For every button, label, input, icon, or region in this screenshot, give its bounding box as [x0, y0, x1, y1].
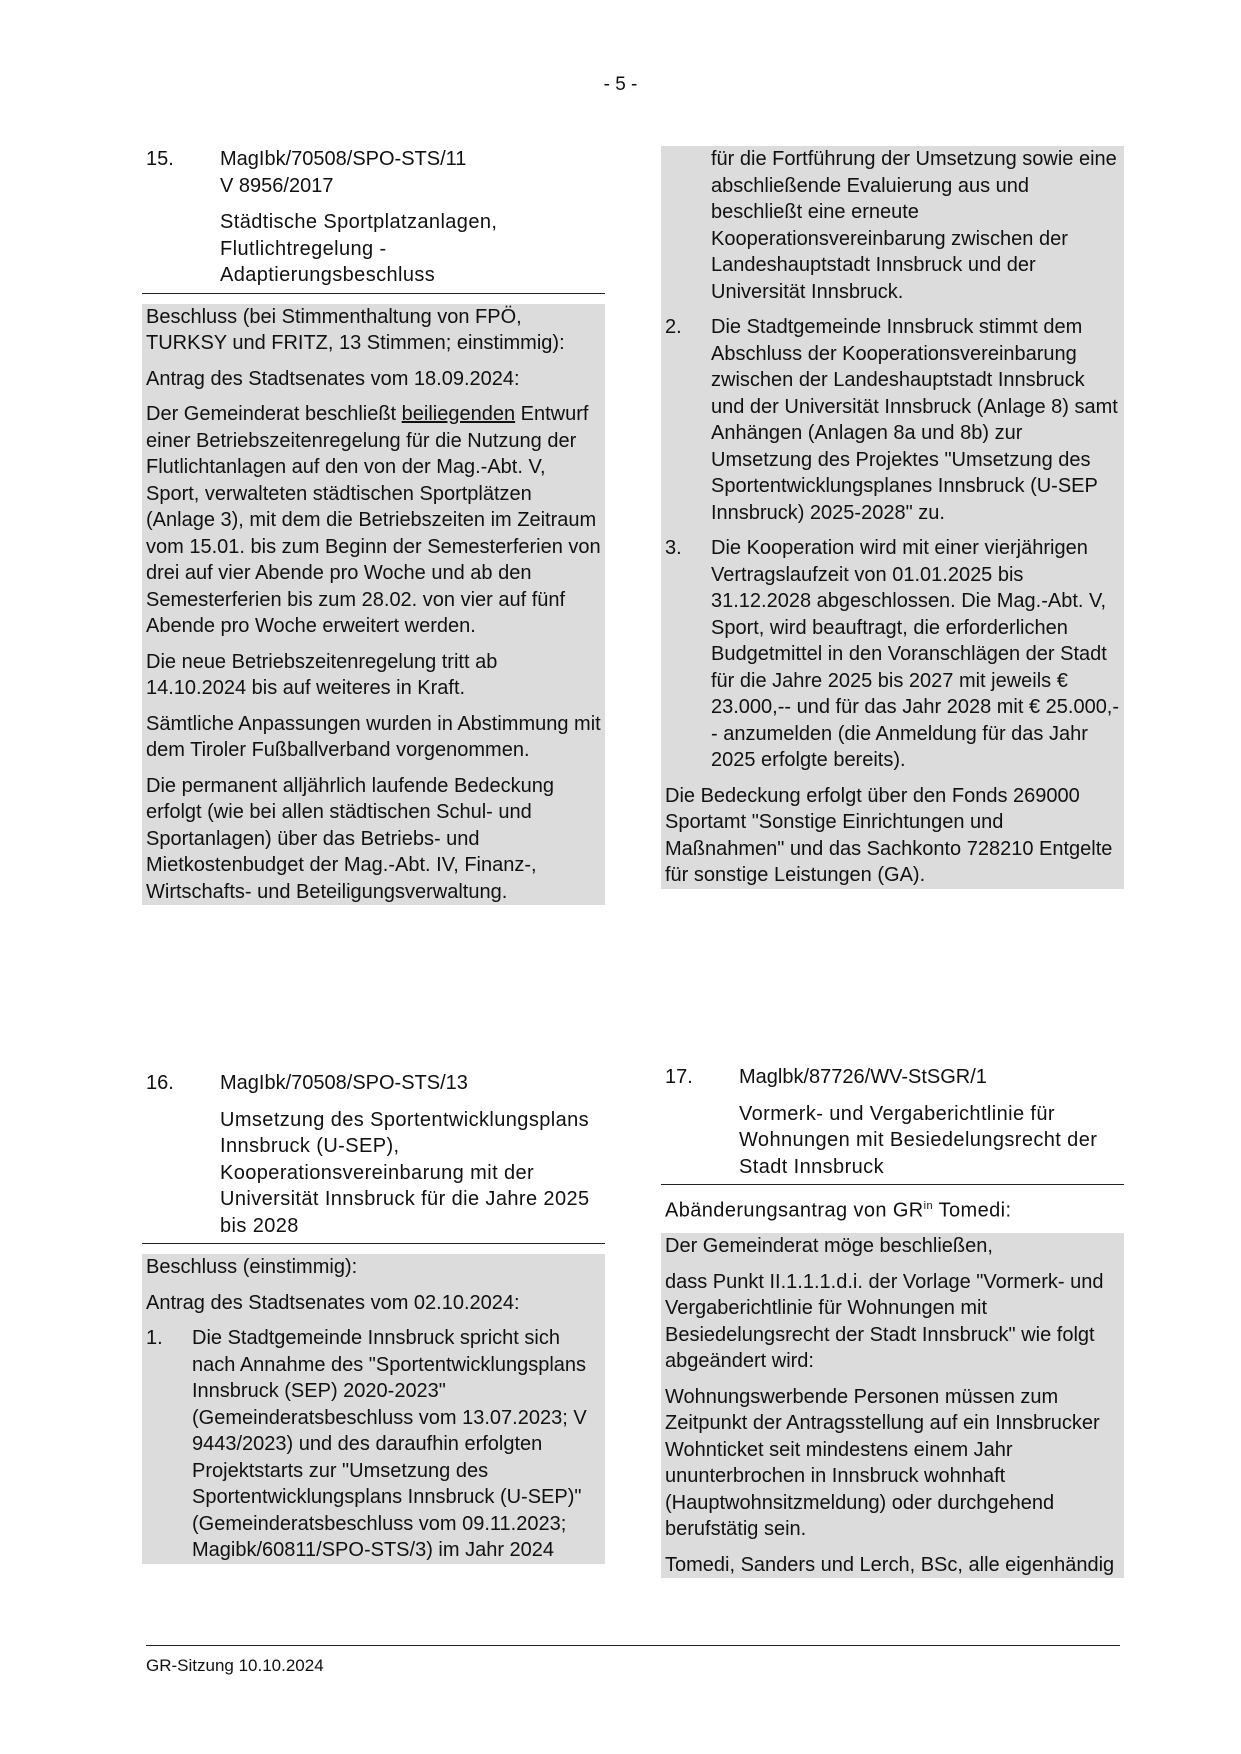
- paragraph: Der Gemeinderat beschließt beiliegenden Entwurf einer Betriebszeitenregelung für die Nutzung der Flutlichtanlagen auf den von der Mag.-Abt. V, Sport, verwalteten städtischen Sportplätzen (Anlage 3), mit dem die Betriebszeiten im Zeitraum vom 15.01. bis zum Beginn der Semesterferien von drei auf vier Abende pro Woche und ab den Semesterferien bis zum 28.02. von vier auf fünf Abende pro Woche erweitert werden.: [146, 403, 601, 637]
- item-subject: Vormerk- und Vergaberichtlinie für Wohnungen mit Besiedelungsrecht der Stadt Innsbruck: [739, 1102, 1098, 1178]
- signatures: Tomedi, Sanders und Lerch, BSc, alle eigenhändig: [665, 1553, 1115, 1576]
- paragraph: Die neue Betriebszeitenregelung tritt ab 14.10.2024 bis auf weiteres in Kraft.: [146, 650, 498, 699]
- paragraph: dass Punkt II.1.1.1.d.i. der Vorlage "Vormerk- und Vergaberichtlinie für Wohnungen mit Besiedelungsrecht der Stadt Innsbruck" wie folgt abgeändert wird:: [665, 1270, 1104, 1373]
- underlined-word: beiliegenden: [401, 403, 516, 425]
- item-number: 17.: [665, 1066, 693, 1088]
- divider: [661, 1184, 1124, 1185]
- amendment-block: [661, 1233, 1124, 1578]
- resolution: Beschluss (bei Stimmenthaltung von FPÖ, TURKSY und FRITZ, 13 Stimmen; einstimmig):: [146, 305, 565, 354]
- resolution: Beschluss (einstimmig):: [146, 1256, 358, 1278]
- item-16-header: [146, 1070, 601, 1239]
- reference: MagIbk/70508/SPO-STS/13: [220, 1072, 468, 1094]
- item-number: 15.: [146, 148, 174, 170]
- item-subject: Städtische Sportplatzanlagen, Flutlichtregelung - Adaptierungsbeschluss: [220, 211, 498, 286]
- paragraph: Der Gemeinderat möge beschließen,: [665, 1235, 993, 1258]
- divider: [142, 293, 605, 294]
- page-number: - 5 -: [603, 74, 638, 95]
- numbered-point: 2. Die Stadtgemeinde Innsbruck stimmt dem Abschluss der Kooperationsvereinbarung zwischen der Landeshauptstadt Innsbruck und der Universität Innsbruck (Anlage 8) samt Anhängen (Anlagen 8a und 8b) zur Umsetzung des Projektes "Umsetzung des Sportentwicklungsplanes Innsbruck (U-SEP Innsbruck) 2025-2028" zu.: [665, 316, 1118, 524]
- item-17-header: [665, 1064, 1120, 1180]
- reference: MagIbk/70508/SPO-STS/11: [220, 148, 467, 170]
- resolution-block: [661, 146, 1124, 889]
- reference: Maglbk/87726/WV-StSGR/1: [739, 1066, 987, 1088]
- item-number: 16.: [146, 1072, 174, 1094]
- numbered-point: für die Fortführung der Umsetzung sowie eine abschließende Evaluierung aus und beschließt eine erneute Kooperationsvereinbarung zwischen der Landeshauptstadt Innsbruck und der Universität Innsbruck.: [711, 148, 1117, 303]
- numbered-point: 1. Die Stadtgemeinde Innsbruck spricht sich nach Annahme des "Sportentwicklungsplans Innsbruck (SEP) 2020-2023" (Gemeinderatsbeschluss vom 13.07.2023; V 9443/2023) und des daraufhin erfolgten Projektstarts zur "Umsetzung des Sportentwicklungsplans Innsbruck (U-SEP)" (Gemeinderatsbeschluss vom 09.11.2023; Magibk/60811/SPO-STS/3) im Jahr 2024: [146, 1327, 587, 1561]
- paragraph: Die Bedeckung erfolgt über den Fonds 269000 Sportamt "Sonstige Einrichtungen und Maßnahmen" und das Sachkonto 728210 Entgelte für sonstige Leistungen (GA).: [665, 784, 1113, 886]
- footer: GR-Sitzung 10.10.2024: [146, 1645, 1120, 1676]
- resolution-block: [142, 1254, 605, 1564]
- item-16: [146, 1070, 601, 1564]
- item-subject: Umsetzung des Sportentwicklungsplans Innsbruck (U-SEP), Kooperationsvereinbarung mit der Universität Innsbruck für die Jahre 2025 bis 2028: [220, 1108, 590, 1237]
- motion-line: Antrag des Stadtsenates vom 18.09.2024:: [146, 367, 520, 390]
- reference: V 8956/2017: [220, 174, 334, 197]
- paragraph: Wohnungswerbende Personen müssen zum Zeitpunkt der Antragsstellung auf ein Innsbrucker Wohnticket seit mindestens einem Jahr ununterbrochen in Innsbruck wohnhaft (Hauptwohnsitzmeldung) oder durchgehend berufstätig sein.: [665, 1385, 1100, 1541]
- paragraph: Sämtliche Anpassungen wurden in Abstimmung mit dem Tiroler Fußballverband vorgenommen.: [146, 712, 601, 761]
- numbered-point: 3. Die Kooperation wird mit einer vierjährigen Vertragslaufzeit von 01.01.2025 bis 31.12.2028 abgeschlossen. Die Mag.-Abt. V, Sport, wird beauftragt, die erforderlichen Budgetmittel in den Voranschlägen der Stadt für die Jahre 2025 bis 2027 mit jeweils € 23.000,-- und für das Jahr 2028 mit € 25.000,-- anzumelden (die Anmeldung für das Jahr 2025 erfolgte bereits).: [665, 537, 1120, 771]
- amendment-heading: Abänderungsantrag von $GR^{in}$ Tomedi:: [665, 1199, 1012, 1222]
- resolution-block: [142, 304, 605, 906]
- item-15-header: [146, 146, 601, 289]
- item-15: [146, 146, 601, 905]
- divider: [142, 1243, 605, 1244]
- item-16-continued: [665, 146, 1120, 889]
- motion-line: Antrag des Stadtsenates vom 02.10.2024:: [146, 1291, 520, 1314]
- paragraph: Die permanent alljährlich laufende Bedeckung erfolgt (wie bei allen städtischen Schul- und Sportanlagen) über das Betriebs- und Mietkostenbudget der Mag.-Abt. IV, Finanz-, Wirtschafts- und Beteiligungsverwaltung.: [146, 774, 555, 903]
- item-17: [665, 1064, 1120, 1578]
